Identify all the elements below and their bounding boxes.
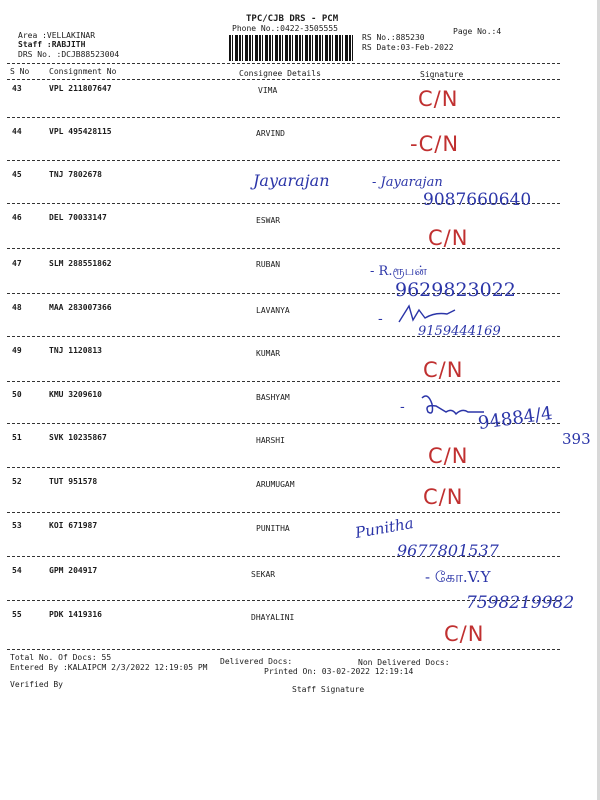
row-sno: 45	[12, 170, 22, 179]
handwritten-cn: C/N	[418, 87, 459, 111]
handwritten-signature: -	[400, 399, 405, 415]
row-consignee: HARSHI	[256, 436, 285, 445]
row-consignment: MAA 283007366	[49, 303, 112, 312]
row-consignment: SVK 10235867	[49, 433, 107, 442]
column-consignee: Consignee Details	[239, 69, 321, 78]
row-divider	[7, 117, 560, 118]
page-number: Page No.:4	[453, 27, 502, 36]
table-row	[0, 127, 600, 169]
row-consignee: PUNITHA	[256, 524, 290, 533]
footer-divider	[7, 649, 560, 650]
column-divider	[7, 79, 560, 80]
row-sno: 43	[12, 84, 22, 93]
row-consignment: DEL 70033147	[49, 213, 107, 222]
handwritten-cn: C/N	[428, 226, 469, 250]
rs-date: RS Date:03-Feb-2022	[362, 43, 454, 52]
row-consignment: TNJ 1120813	[49, 346, 102, 355]
handwritten-cn: C/N	[423, 358, 464, 382]
staff-signature: Staff Signature	[292, 685, 365, 694]
staff-label: Staff :RABJITH	[18, 40, 86, 49]
row-consignee: ARVIND	[256, 129, 285, 138]
header-divider	[7, 63, 560, 64]
area-label: Area :VELLAKINAR	[18, 31, 96, 40]
row-sno: 54	[12, 566, 22, 575]
handwritten-cn: C/N	[423, 485, 464, 509]
total-docs: Total No. Of Docs: 55	[10, 653, 112, 662]
printed-on: Printed On: 03-02-2022 12:19:14	[264, 667, 414, 676]
row-consignment: PDK 1419316	[49, 610, 102, 619]
row-consignment: KOI 671987	[49, 521, 98, 530]
row-consignee: ARUMUGAM	[256, 480, 295, 489]
row-consignment: TNJ 7802678	[49, 170, 102, 179]
rs-number: RS No.:885230	[362, 33, 425, 42]
handwritten-signature: Punitha	[353, 514, 415, 542]
table-row	[0, 430, 600, 475]
handwritten-signature: -	[378, 311, 383, 327]
handwritten-phone: 9159444169	[418, 324, 501, 339]
handwritten-cn: -C/N	[410, 132, 460, 156]
row-consignment: TUT 951578	[49, 477, 98, 486]
row-sno: 44	[12, 127, 22, 136]
table-row	[0, 303, 600, 345]
row-sno: 52	[12, 477, 22, 486]
handwritten-cn: C/N	[428, 444, 469, 468]
table-row	[0, 84, 600, 126]
row-sno: 50	[12, 390, 22, 399]
row-divider	[7, 381, 560, 382]
row-sno: 49	[12, 346, 22, 355]
handwritten-phone: 9629823022	[395, 279, 516, 301]
row-consignment: VPL 495428115	[49, 127, 112, 136]
handwritten-cn: C/N	[444, 622, 485, 646]
row-consignee: RUBAN	[256, 260, 281, 269]
phone-number: Phone No.:0422-3505555	[232, 24, 338, 33]
row-divider	[7, 512, 560, 513]
drs-number: DRS No. :DCJB88523004	[18, 50, 120, 59]
delivered-docs: Delivered Docs:	[220, 657, 293, 666]
row-consignee: ESWAR	[256, 216, 281, 225]
barcode	[229, 35, 355, 61]
row-consignment: GPM 204917	[49, 566, 98, 575]
row-sno: 47	[12, 259, 22, 268]
row-sno: 46	[12, 213, 22, 222]
entered-by: Entered By :KALAIPCM 2/3/2022 12:19:05 PM	[10, 663, 208, 672]
row-divider	[7, 248, 560, 249]
non-delivered-docs: Non Delivered Docs:	[358, 658, 450, 667]
row-consignee: VIMA	[258, 86, 278, 95]
row-consignment: VPL 211807647	[49, 84, 112, 93]
row-sno: 55	[12, 610, 22, 619]
row-consignee: BASHYAM	[256, 393, 290, 402]
verified-by: Verified By	[10, 680, 63, 689]
handwritten-phone: 393	[562, 430, 591, 448]
handwritten-name: Jayarajan	[253, 171, 330, 190]
handwritten-signature: - கோ.V.Y	[425, 568, 491, 586]
row-consignment: KMU 3209610	[49, 390, 102, 399]
handwritten-phone: 9677801537	[397, 541, 499, 560]
document-title: TPC/CJB DRS - PCM	[246, 14, 339, 24]
handwritten-phone: 7598219982	[466, 593, 575, 613]
row-consignee: KUMAR	[256, 349, 281, 358]
column-signature: Signature	[420, 70, 464, 79]
row-sno: 53	[12, 521, 22, 530]
handwritten-phone: 9087660640	[423, 190, 532, 210]
handwritten-signature: - R.ரூபன்	[370, 264, 427, 279]
row-sno: 51	[12, 433, 22, 442]
column-sno: S No	[10, 67, 30, 76]
row-divider	[7, 160, 560, 161]
table-row	[0, 610, 600, 652]
row-consignee: LAVANYA	[256, 306, 290, 315]
handwritten-phone: 94884/4	[476, 402, 554, 435]
column-consignment: Consignment No	[49, 67, 117, 76]
row-sno: 48	[12, 303, 22, 312]
handwritten-signature: - Jayarajan	[372, 175, 443, 190]
row-divider	[7, 467, 560, 468]
row-consignee: DHAYALINI	[251, 613, 295, 622]
row-consignment: SLM 288551862	[49, 259, 112, 268]
row-consignee: SEKAR	[251, 570, 276, 579]
